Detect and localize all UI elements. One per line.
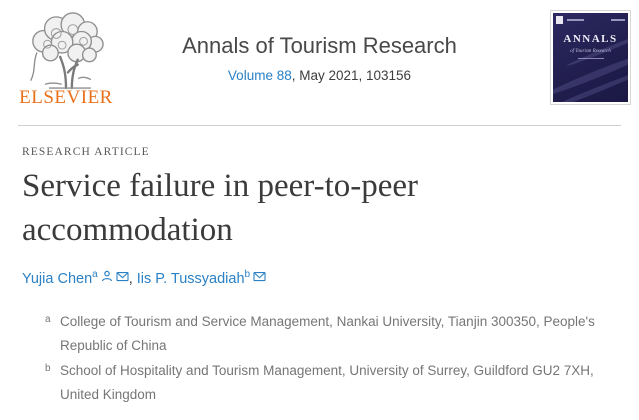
affiliations-list xyxy=(45,310,619,407)
affiliation-sup: a xyxy=(45,313,51,325)
elsevier-tree-icon xyxy=(22,12,110,90)
journal-banner xyxy=(0,0,639,125)
cover-journal-name: ANNALS xyxy=(563,33,618,45)
journal-title-block xyxy=(110,33,529,83)
journal-title-link[interactable]: Annals of Tourism Research xyxy=(182,33,457,58)
envelope-icon[interactable] xyxy=(253,271,266,282)
affiliation-sup: b xyxy=(45,362,51,374)
elsevier-logo[interactable] xyxy=(16,12,116,109)
article-title: Service failure in peer-to-peer accommodation xyxy=(22,168,419,248)
envelope-icon[interactable] xyxy=(116,271,129,282)
cover-microtext-right xyxy=(611,19,625,21)
person-icon[interactable] xyxy=(101,270,113,282)
article-type-label: RESEARCH ARTICLE xyxy=(22,146,150,158)
issue-line xyxy=(110,68,529,83)
cover-rule xyxy=(578,58,604,59)
affiliation-item xyxy=(45,310,619,358)
affiliation-item xyxy=(45,359,619,407)
author-affiliation-sup-1: a xyxy=(92,268,98,280)
journal-cover-art xyxy=(553,13,628,102)
volume-link[interactable]: Volume 88 xyxy=(227,68,292,83)
author-link-2[interactable]: Iis P. Tussyadiah xyxy=(136,270,245,287)
article-head xyxy=(0,125,639,407)
publisher-wordmark: ELSEVIER xyxy=(19,87,113,108)
cover-publisher-mark xyxy=(556,16,563,24)
issue-date-text: , May 2021, 103156 xyxy=(291,68,412,83)
cover-journal-subtitle: of Tourism Research xyxy=(570,47,611,54)
header-divider xyxy=(18,125,621,126)
author-link-1[interactable]: Yujia Chen xyxy=(22,270,93,287)
authors-line xyxy=(22,269,619,287)
author-affiliation-sup-2: b xyxy=(244,268,251,280)
affiliation-text: School of Hospitality and Tourism Management, University of Surrey, Guildford GU2 7XH, United Kingdom xyxy=(60,362,594,402)
author-separator: , xyxy=(128,270,133,287)
cover-microtext-left xyxy=(567,19,584,21)
journal-cover-thumbnail[interactable] xyxy=(550,10,631,105)
affiliation-text: College of Tourism and Service Management, Nankai University, Tianjin 300350, People's Republic of China xyxy=(60,313,595,353)
